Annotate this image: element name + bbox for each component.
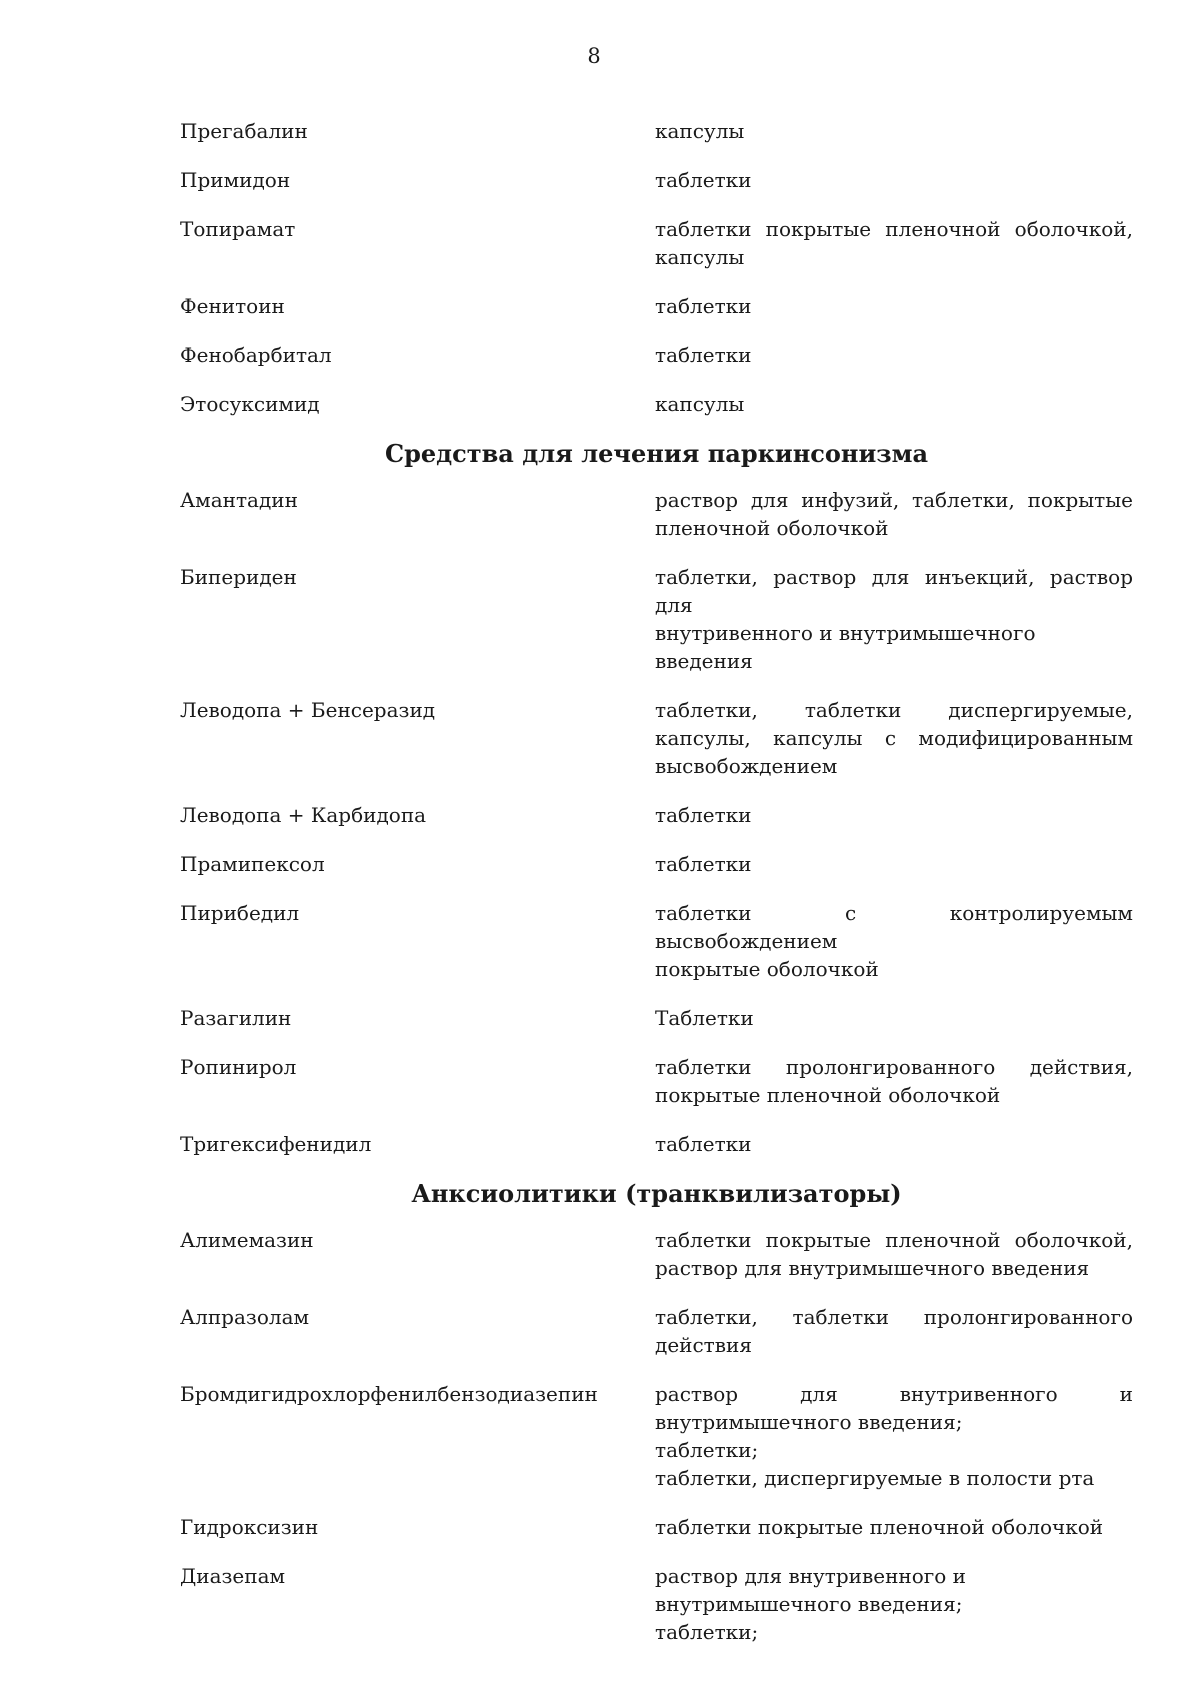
drug-name: Фенобарбитал <box>180 343 332 367</box>
drug-name: Фенитоин <box>180 294 285 318</box>
dosage-form-line: пленочной оболочкой <box>655 516 889 540</box>
dosage-form-line: действия <box>655 1333 752 1357</box>
dosage-form-line: таблетки пролонгированного действия, <box>655 1055 1133 1079</box>
dosage-forms <box>655 486 1133 542</box>
dosage-forms <box>655 292 1133 320</box>
dosage-form-line: раствор для инфузий, таблетки, покрытые <box>655 488 1133 512</box>
drug-row <box>180 1130 1133 1158</box>
drug-row <box>180 1380 1133 1492</box>
drug-name: Леводопа + Бенсеразид <box>180 698 436 722</box>
drug-row <box>180 1562 1133 1646</box>
dosage-forms <box>655 801 1133 829</box>
dosage-form-line: внутримышечного введения; <box>655 1410 963 1434</box>
drug-row <box>180 166 1133 194</box>
dosage-forms <box>655 166 1133 194</box>
dosage-forms <box>655 1562 1133 1646</box>
dosage-form-line: внутривенного и внутримышечного введения <box>655 621 1036 673</box>
drug-row <box>180 850 1133 878</box>
dosage-form-line: капсулы <box>655 119 745 143</box>
drug-name: Алпразолам <box>180 1305 310 1329</box>
dosage-form-line: раствор для внутримышечного введения <box>655 1256 1090 1280</box>
dosage-form-line: таблетки, диспергируемые в полости рта <box>655 1466 1095 1490</box>
dosage-forms <box>655 390 1133 418</box>
dosage-forms <box>655 850 1133 878</box>
drug-name: Алимемазин <box>180 1228 314 1252</box>
section-heading: Средства для лечения паркинсонизма <box>385 439 928 468</box>
drug-row <box>180 486 1133 542</box>
dosage-form-line: капсулы <box>655 245 745 269</box>
dosage-form-line: таблетки с контролируемым высвобождением <box>655 901 1133 953</box>
drug-row <box>180 117 1133 145</box>
drug-row <box>180 899 1133 983</box>
drug-row <box>180 801 1133 829</box>
dosage-form-line: таблетки покрытые пленочной оболочкой <box>655 1515 1104 1539</box>
dosage-form-line: таблетки, раствор для инъекций, раствор для <box>655 565 1133 617</box>
section-heading: Анксиолитики (транквилизаторы) <box>411 1179 902 1208</box>
drug-row <box>180 696 1133 780</box>
dosage-form-line: капсулы <box>655 392 745 416</box>
drug-name: Гидроксизин <box>180 1515 319 1539</box>
dosage-form-line: Таблетки <box>655 1006 754 1030</box>
dosage-forms <box>655 1303 1133 1359</box>
drug-name: Прамипексол <box>180 852 325 876</box>
dosage-forms <box>655 215 1133 271</box>
drug-row <box>180 292 1133 320</box>
dosage-form-line: таблетки; <box>655 1438 759 1462</box>
dosage-forms <box>655 696 1133 780</box>
dosage-forms <box>655 1053 1133 1109</box>
drug-list <box>180 117 1133 1667</box>
drug-name: Диазепам <box>180 1564 286 1588</box>
drug-row <box>180 390 1133 418</box>
drug-row <box>180 563 1133 675</box>
drug-name: Прегабалин <box>180 119 308 143</box>
dosage-form-line: таблетки <box>655 343 752 367</box>
dosage-forms <box>655 117 1133 145</box>
dosage-form-line: высвобождением <box>655 754 838 778</box>
drug-row <box>180 1226 1133 1282</box>
dosage-form-line: таблетки <box>655 852 752 876</box>
page-number: 8 <box>587 44 601 68</box>
drug-name: Бипериден <box>180 565 297 589</box>
dosage-forms <box>655 899 1133 983</box>
dosage-form-line: таблетки <box>655 294 752 318</box>
dosage-form-line: раствор для внутривенного и <box>655 1564 967 1588</box>
dosage-form-line: раствор для внутривенного и <box>655 1382 1133 1406</box>
dosage-forms <box>655 1226 1133 1282</box>
dosage-form-line: таблетки <box>655 168 752 192</box>
dosage-form-line: капсулы, капсулы с модифицированным <box>655 726 1133 750</box>
drug-name: Этосуксимид <box>180 392 320 416</box>
dosage-forms <box>655 1380 1133 1492</box>
dosage-form-line: покрытые оболочкой <box>655 957 879 981</box>
drug-name: Тригексифенидил <box>180 1132 372 1156</box>
dosage-forms <box>655 341 1133 369</box>
dosage-form-line: таблетки, таблетки пролонгированного <box>655 1305 1133 1329</box>
drug-row <box>180 1303 1133 1359</box>
dosage-forms <box>655 1004 1133 1032</box>
dosage-form-line: таблетки <box>655 1132 752 1156</box>
dosage-form-line: таблетки, таблетки диспергируемые, <box>655 698 1133 722</box>
drug-name: Топирамат <box>180 217 296 241</box>
drug-name: Примидон <box>180 168 291 192</box>
dosage-form-line: внутримышечного введения; <box>655 1592 963 1616</box>
drug-row <box>180 1053 1133 1109</box>
drug-row <box>180 215 1133 271</box>
drug-row <box>180 1004 1133 1032</box>
drug-name: Амантадин <box>180 488 298 512</box>
dosage-form-line: покрытые пленочной оболочкой <box>655 1083 1001 1107</box>
dosage-forms <box>655 1130 1133 1158</box>
dosage-forms <box>655 563 1133 675</box>
drug-name: Ропинирол <box>180 1055 297 1079</box>
drug-row <box>180 341 1133 369</box>
dosage-forms <box>655 1513 1133 1541</box>
drug-name: Бромдигидрохлорфенилбензодиазепин <box>180 1382 598 1406</box>
drug-name: Леводопа + Карбидопа <box>180 803 427 827</box>
dosage-form-line: таблетки покрытые пленочной оболочкой, <box>655 1228 1133 1252</box>
dosage-form-line: таблетки <box>655 803 752 827</box>
drug-name: Разагилин <box>180 1006 292 1030</box>
drug-row <box>180 1513 1133 1541</box>
dosage-form-line: таблетки покрытые пленочной оболочкой, <box>655 217 1133 241</box>
dosage-form-line: таблетки; <box>655 1620 759 1644</box>
drug-name: Пирибедил <box>180 901 300 925</box>
